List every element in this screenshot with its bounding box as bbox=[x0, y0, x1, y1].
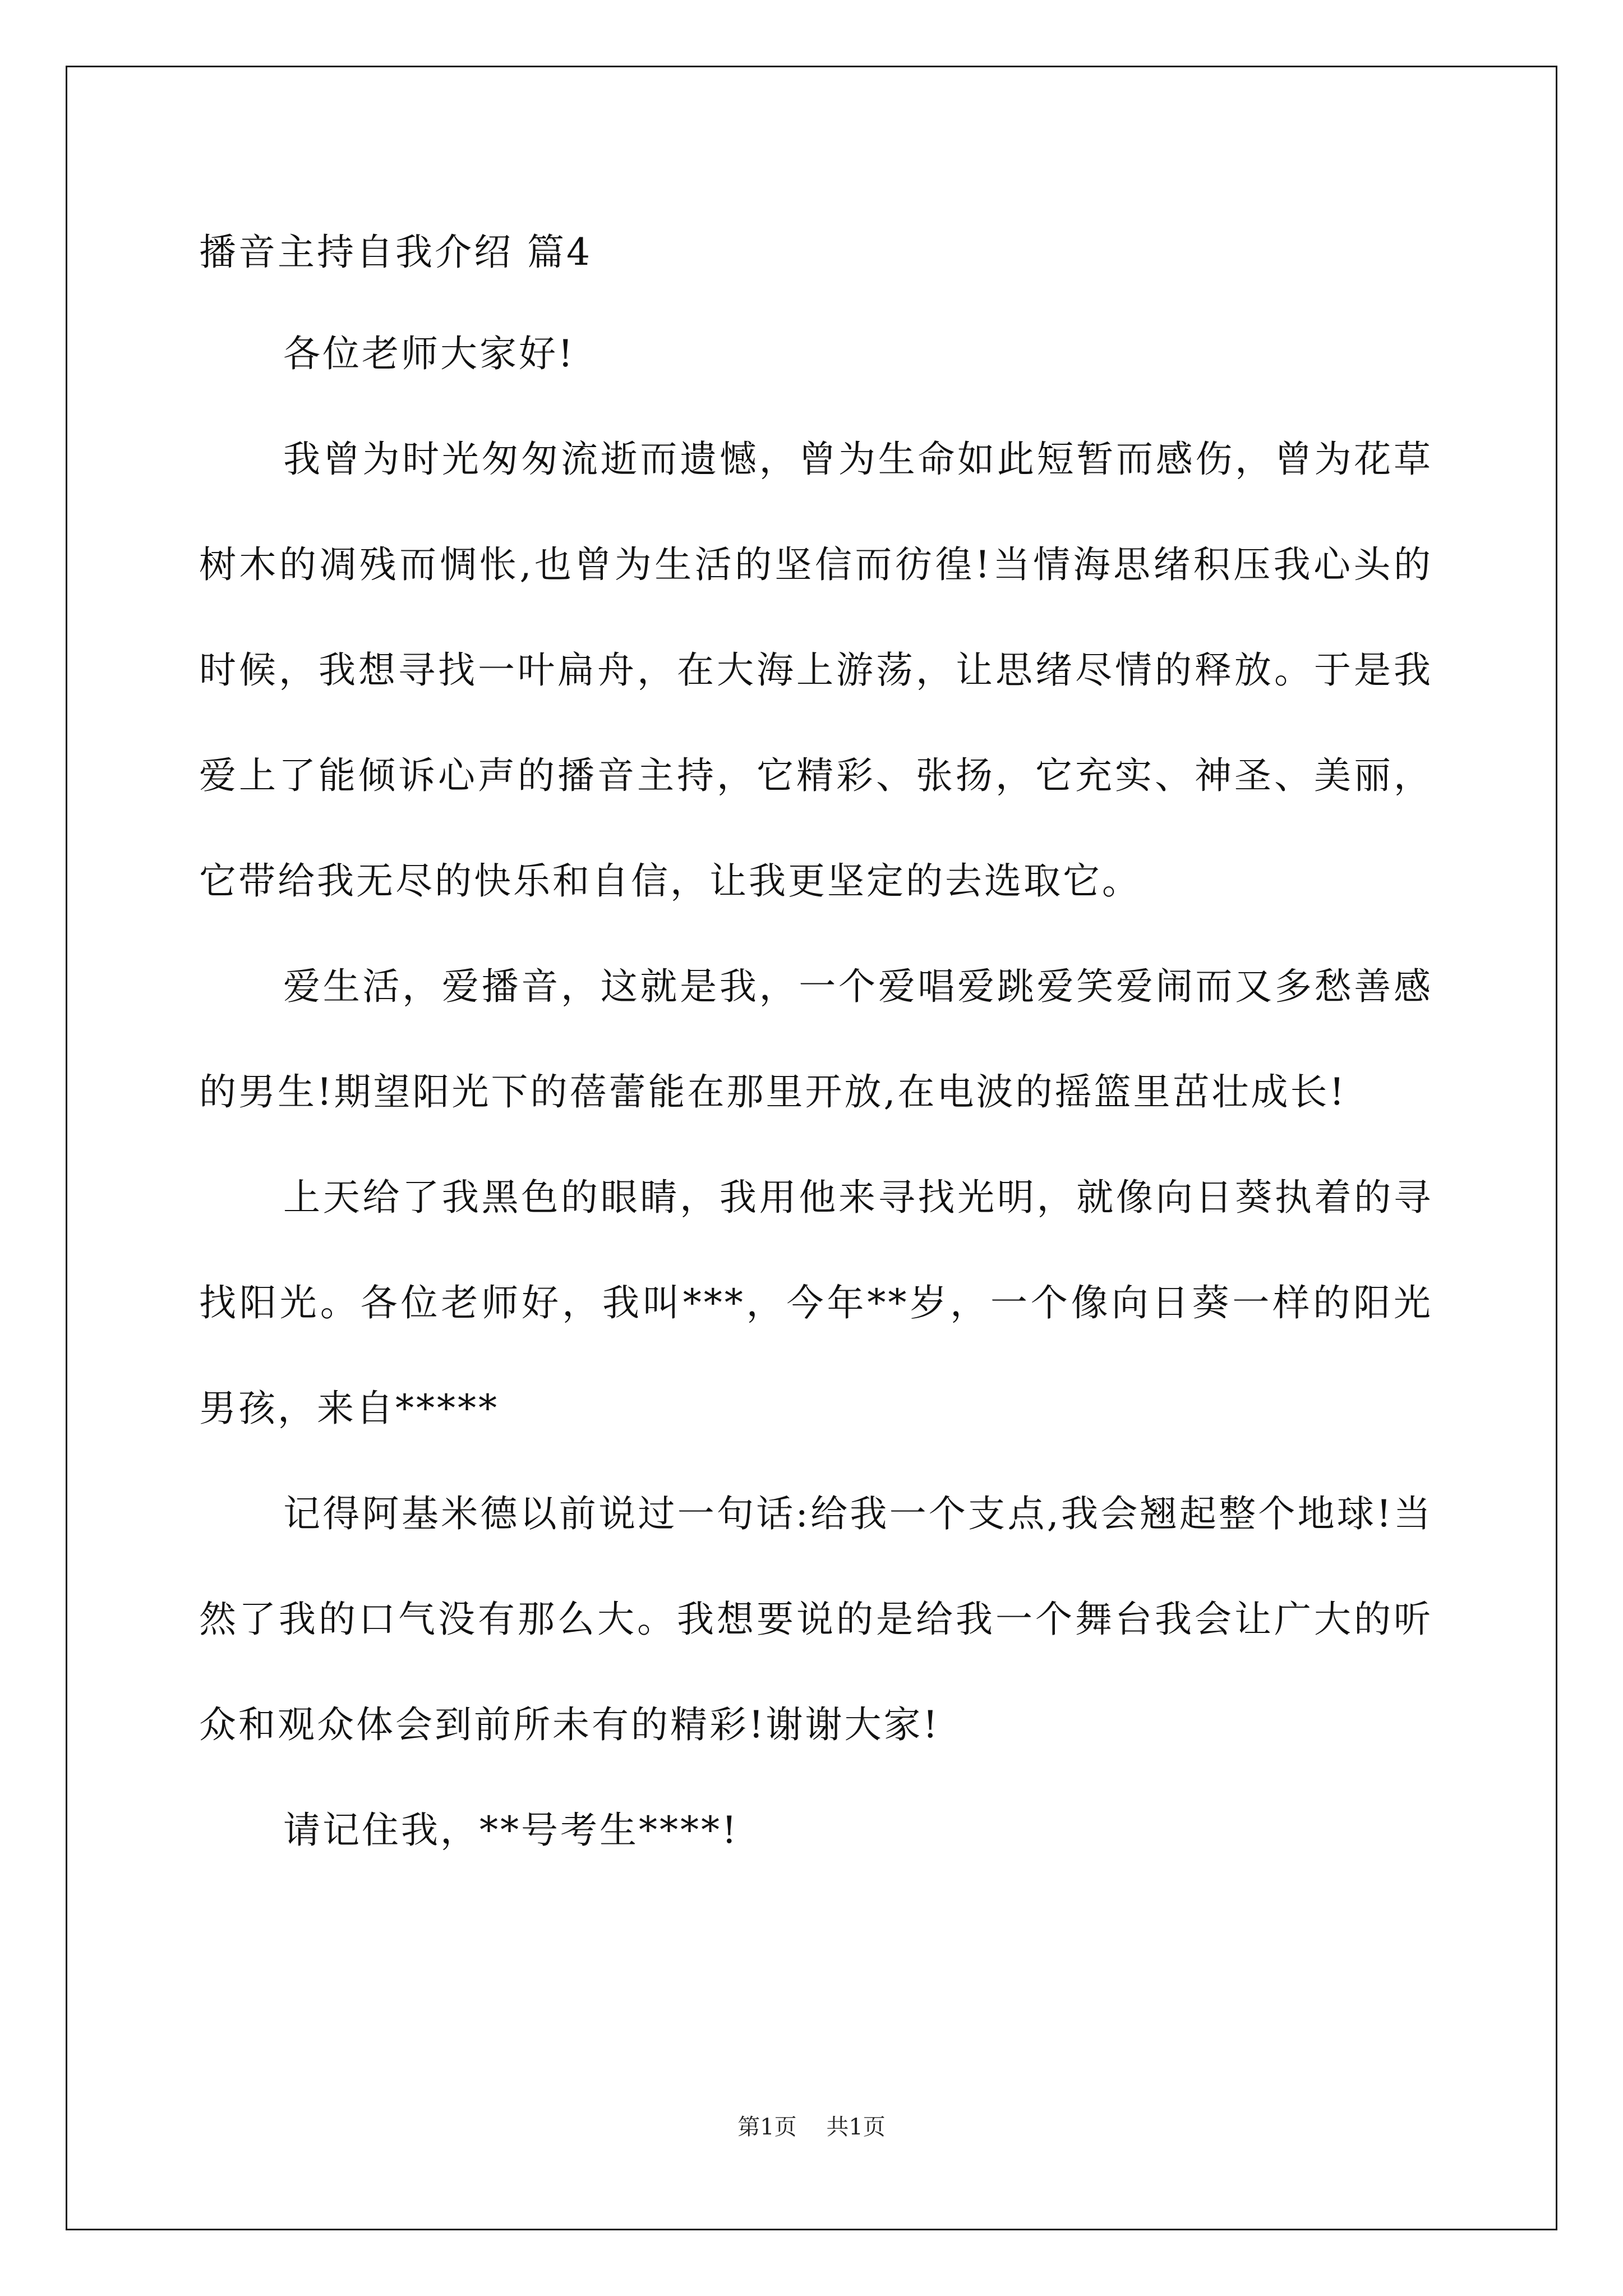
paragraph-greeting: 各位老师大家好! bbox=[283, 332, 575, 375]
paragraph-3: 上天给了我黑色的眼睛，我用他来寻找光明，就像向日葵执着的寻找阳光。各位老师好，我叫***，今年**岁，一个像向日葵一样的阳光男孩，来自***** bbox=[199, 1176, 1433, 1430]
paragraph-2: 爱生活，爱播音，这就是我，一个爱唱爱跳爱笑爱闹而又多愁善感的男生!期望阳光下的蓓蕾能在那里开放,在电波的摇篮里茁壮成长! bbox=[199, 965, 1433, 1114]
paragraph-closing: 请记住我，**号考生****! bbox=[283, 1809, 739, 1852]
paragraph-1: 我曾为时光匆匆流逝而遗憾，曾为生命如此短暂而感伤，曾为花草树木的凋残而惆怅,也曾为生活的坚信而彷徨!当情海思绪积压我心头的时候，我想寻找一叶扁舟，在大海上游荡，让思绪尽情的释放。于是我爱上了能倾诉心声的播音主持，它精彩、张扬，它充实、神圣、美丽，它带给我无尽的快乐和自信，让我更坚定的去选取它。 bbox=[199, 438, 1433, 903]
page-total: 共1页 bbox=[826, 2114, 886, 2140]
page-footer bbox=[0, 2109, 1623, 2141]
page-number: 第1页 bbox=[737, 2114, 797, 2140]
paragraph-4: 记得阿基米德以前说过一句话:给我一个支点,我会翘起整个地球!当然了我的口气没有那么大。我想要说的是给我一个舞台我会让广大的听众和观众体会到前所未有的精彩!谢谢大家! bbox=[199, 1492, 1433, 1746]
document-body bbox=[199, 222, 1433, 1883]
document-title: 播音主持自我介绍 篇4 bbox=[199, 231, 592, 274]
